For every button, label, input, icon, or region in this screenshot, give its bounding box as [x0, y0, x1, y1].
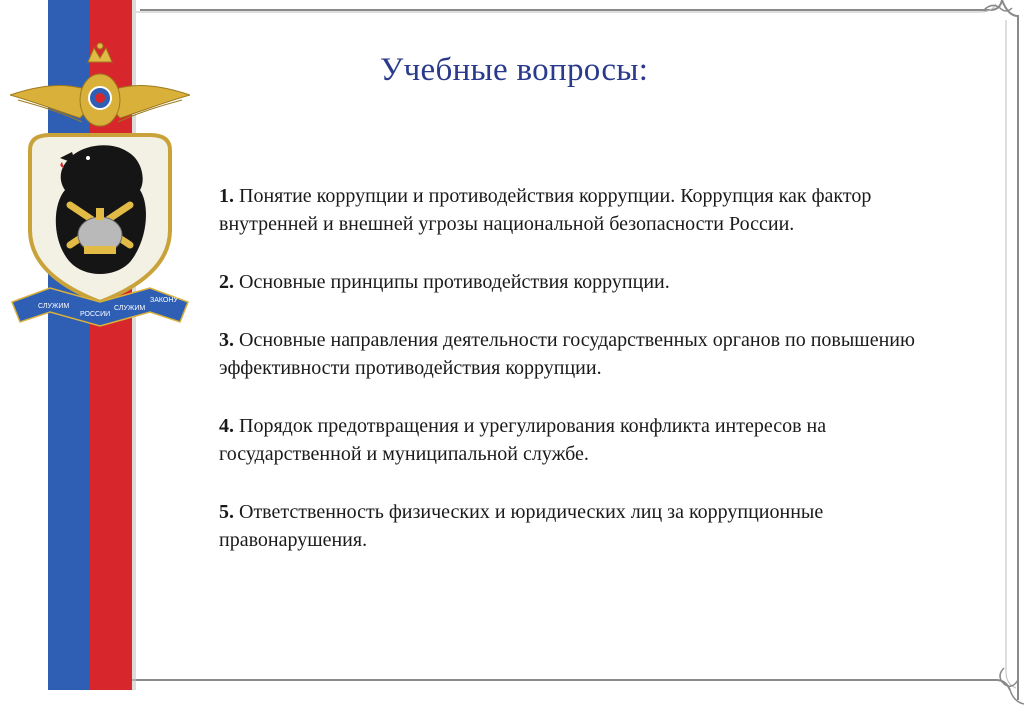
ribbon-text-4: ЗАКОНУ — [150, 297, 178, 304]
question-text: Основные направления деятельности государственных органов по повышению эффективности противодействия коррупции. — [219, 329, 915, 379]
slide-title: Учебные вопросы: — [380, 52, 649, 88]
question-text: Понятие коррупции и противодействия коррупции. Коррупция как фактор внутренней и внешней угрозы национальной безопасности России. — [219, 185, 872, 235]
question-item — [219, 326, 949, 382]
ribbon-text-3: СЛУЖИМ — [114, 305, 146, 312]
question-number: 3. — [219, 329, 234, 351]
question-item — [219, 498, 949, 554]
question-number: 1. — [219, 185, 234, 207]
police-emblem-icon — [10, 40, 190, 330]
question-number: 4. — [219, 415, 234, 437]
ribbon-text-1: СЛУЖИМ — [38, 303, 70, 310]
question-text: Основные принципы противодействия коррупции. — [234, 271, 670, 293]
question-item — [219, 412, 949, 468]
question-text: Ответственность физических и юридических лиц за коррупционные правонарушения. — [219, 501, 824, 551]
question-number: 2. — [219, 271, 234, 293]
ribbon-text-2: РОССИИ — [80, 311, 111, 318]
question-text: Порядок предотвращения и урегулирования конфликта интересов на государственной и муниципальной службе. — [219, 415, 827, 465]
question-item — [219, 268, 949, 296]
question-item — [219, 182, 949, 238]
question-number: 5. — [219, 501, 234, 523]
questions-list — [219, 182, 949, 584]
